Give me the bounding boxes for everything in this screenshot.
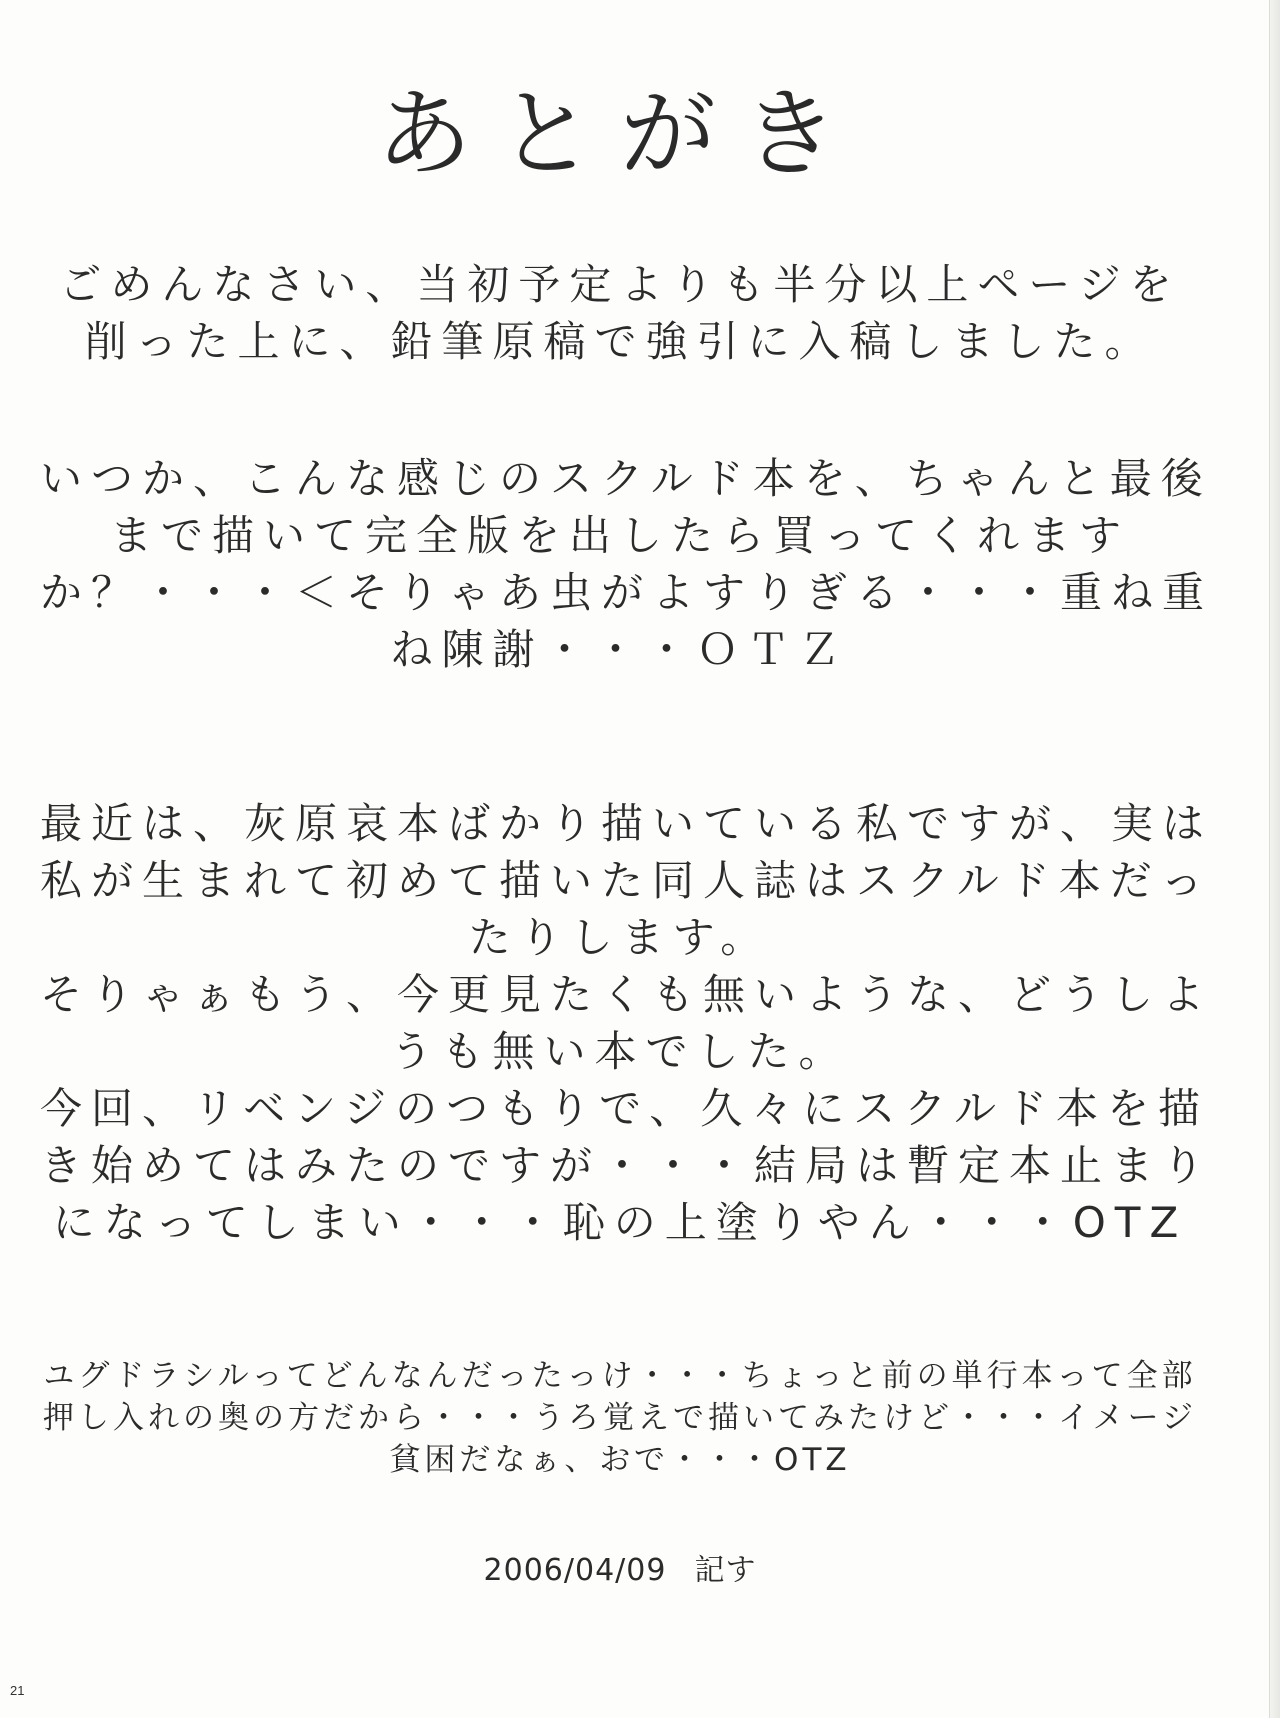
text-line: いつか、こんな感じのスクルド本を、ちゃんと最後 [40, 454, 1212, 503]
paragraph-background [40, 795, 1214, 1251]
text-line: ごめんなさい、当初予定よりも半分以上ページを [59, 260, 1181, 309]
text-line: たりします。 [468, 913, 772, 962]
page-title: あとがき [376, 78, 864, 190]
page-edge [1269, 0, 1280, 1718]
text-line: き始めてはみたのですが・・・結局は暫定本止まり [40, 1141, 1214, 1190]
text-line: ね陳謝・・・ＯＴＺ [390, 625, 850, 674]
paragraph-future-plans [40, 450, 1214, 678]
text-line: か？・・・＜そりゃあ虫がよすりぎる・・・重ね重 [40, 568, 1214, 617]
text-line: そりゃぁもう、今更見たくも無いような、どうしよ [40, 970, 1214, 1019]
text-line: ユグドラシルってどんなんだったっけ・・・ちょっと前の単行本って全部 [43, 1358, 1197, 1394]
paragraph-note [40, 1355, 1200, 1481]
text-line: 削った上に、鉛筆原稿で強引に入稿しました。 [84, 317, 1156, 366]
text-line: 貧困だなぁ、おで・・・OTZ [389, 1442, 851, 1478]
paragraph-apology [40, 256, 1200, 370]
signature-date-line [0, 1545, 1240, 1589]
text-line: 最近は、灰原哀本ばかり描いている私ですが、実は [40, 799, 1214, 848]
text-line: まで描いて完全版を出したら買ってくれます [109, 511, 1130, 560]
text-line: 私が生まれて初めて描いた同人誌はスクルド本だっ [40, 856, 1212, 905]
date-text: 2006/04/09 [483, 1553, 667, 1588]
text-line: 今回、リベンジのつもりで、久々にスクルド本を描 [40, 1084, 1210, 1133]
date-suffix: 記す [694, 1553, 757, 1588]
text-line: になってしまい・・・恥の上塗りやん・・・OTZ [52, 1198, 1188, 1247]
text-line: うも無い本でした。 [390, 1027, 850, 1076]
text-line: 押し入れの奥の方だから・・・うろ覚えで描いてみたけど・・・イメージ [42, 1400, 1198, 1436]
page-number: 21 [10, 1683, 25, 1698]
